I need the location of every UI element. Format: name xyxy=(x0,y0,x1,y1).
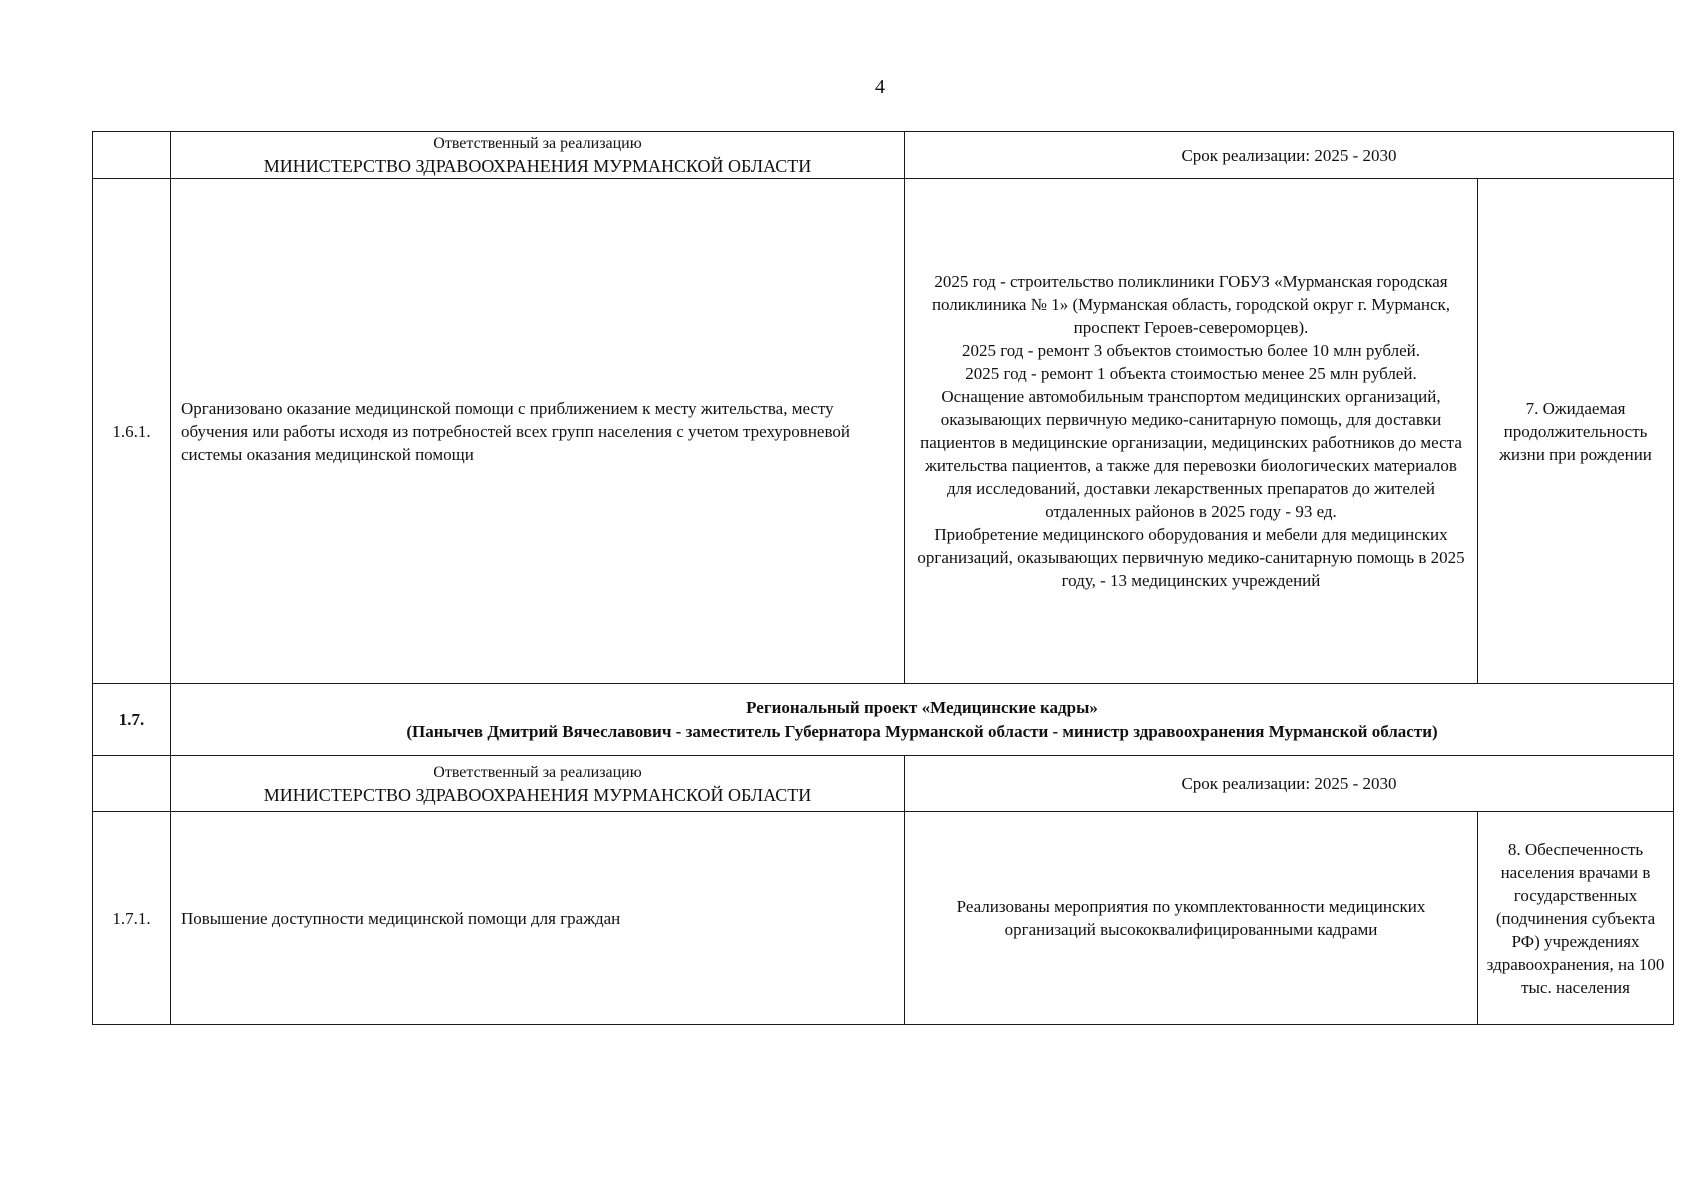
project-row-1-7 xyxy=(93,684,1674,756)
result-item: 2025 год - строительство поликлиники ГОБУЗ «Мурманская городская поликлиника № 1» (Мурманская область, городской округ г. Мурманск, проспект Героев-североморцев). xyxy=(931,272,1451,337)
responsible-cell xyxy=(171,756,905,812)
indicator-cell: 7. Ожидаемая продолжительность жизни при рождении xyxy=(1478,179,1674,684)
task-cell: Повышение доступности медицинской помощи для граждан xyxy=(171,812,905,1025)
result-cell: Реализованы мероприятия по укомплектованности медицинских организаций высококвалифицированными кадрами xyxy=(905,812,1478,1025)
term-cell: Срок реализации: 2025 - 2030 xyxy=(905,132,1674,179)
result-item: 2025 год - ремонт 1 объекта стоимостью менее 25 млн рублей. xyxy=(965,364,1417,383)
responsible-label: Ответственный за реализацию xyxy=(433,763,642,781)
row-number: 1.7.1. xyxy=(93,812,171,1025)
project-subtitle: (Панычев Дмитрий Вячеславович - заместитель Губернатора Мурманской области - министр здравоохранения Мурманской области) xyxy=(406,721,1438,741)
responsible-label: Ответственный за реализацию xyxy=(433,135,642,152)
responsible-row-1-6 xyxy=(93,132,1674,179)
project-title: Региональный проект «Медицинские кадры» xyxy=(746,697,1098,717)
page-number: 4 xyxy=(875,76,885,98)
responsible-cell xyxy=(171,132,905,179)
task-cell: Организовано оказание медицинской помощи с приближением к месту жительства, месту обучения или работы исходя из потребностей всех групп населения с учетом трехуровневой системы оказания медицинской помощи xyxy=(171,179,905,684)
result-cell xyxy=(905,179,1478,684)
project-number: 1.7. xyxy=(93,684,171,756)
result-item: Приобретение медицинского оборудования и мебели для медицинских организаций, оказывающих первичную медико-санитарную помощь в 2025 году, - 13 медицинских учреждений xyxy=(917,525,1465,590)
empty-num-cell xyxy=(93,132,171,179)
responsible-org: МИНИСТЕРСТВО ЗДРАВООХРАНЕНИЯ МУРМАНСКОЙ ОБЛАСТИ xyxy=(263,156,812,176)
table-row-1-7-1 xyxy=(93,812,1674,1025)
result-item: Оснащение автомобильным транспортом медицинских организаций, оказывающих первичную медико-санитарную помощь, для доставки пациентов в медицинские организации, медицинских работников до места жительства пациентов, а также для перевозки биологических материалов для исследований, доставки лекарственных препаратов до жителей отдаленных районов в 2025 году - 93 ед. xyxy=(920,387,1462,521)
project-title-cell xyxy=(171,684,1674,756)
table-row-1-6-1 xyxy=(93,179,1674,684)
term-cell: Срок реализации: 2025 - 2030 xyxy=(905,756,1674,812)
measures-table xyxy=(92,131,1674,1025)
empty-num-cell xyxy=(93,756,171,812)
indicator-cell: 8. Обеспеченность населения врачами в государственных (подчинения субъекта РФ) учреждениях здравоохранения, на 100 тыс. населения xyxy=(1478,812,1674,1025)
responsible-row-1-7 xyxy=(93,756,1674,812)
responsible-org: МИНИСТЕРСТВО ЗДРАВООХРАНЕНИЯ МУРМАНСКОЙ ОБЛАСТИ xyxy=(263,784,812,805)
result-item: 2025 год - ремонт 3 объектов стоимостью более 10 млн рублей. xyxy=(962,341,1420,360)
row-number: 1.6.1. xyxy=(93,179,171,684)
